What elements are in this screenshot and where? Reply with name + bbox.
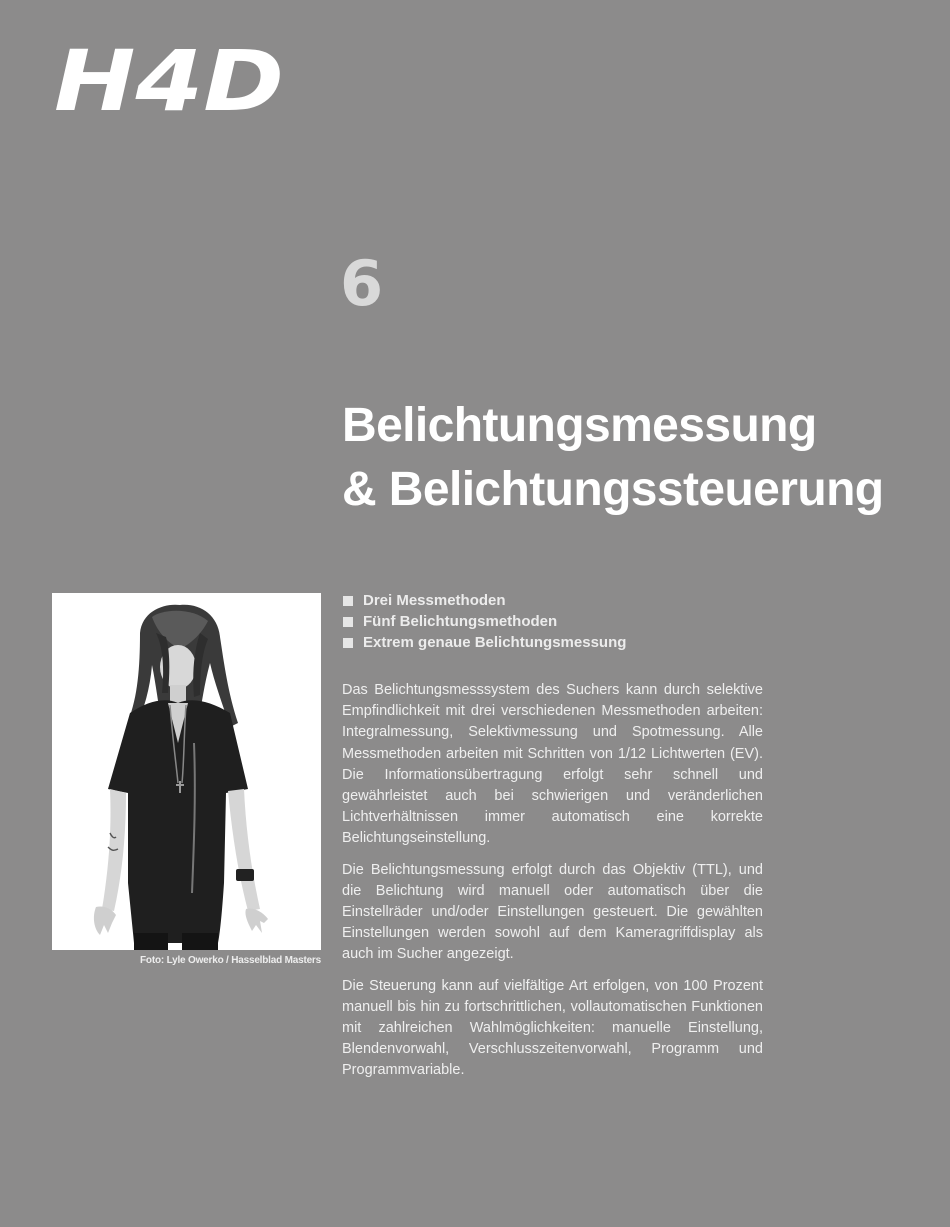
logo-text: H4D <box>54 40 284 116</box>
chapter-title-line-2: & Belichtungssteuerung <box>342 463 884 516</box>
square-bullet-icon <box>343 596 353 606</box>
chapter-title <box>342 394 932 522</box>
portrait-photo <box>52 593 321 950</box>
feature-label: Fünf Belichtungsmethoden <box>363 613 558 630</box>
body-paragraph: Die Steuerung kann auf vielfältige Art erfolgen, von 100 Prozent manuell bis hin zu fortschrittlichen, vollautomatischen Funktionen mit zahlreichen Wahlmöglichkeiten: manuelle Einstellung, Blendenvorwahl, Verschlusszeitenvorwahl, Programm und Programmvariable. <box>342 977 763 1079</box>
feature-item <box>343 611 626 632</box>
square-bullet-icon <box>343 638 353 648</box>
feature-item <box>343 632 626 653</box>
chapter-title-line-1: Belichtungsmessung <box>342 399 817 452</box>
h4d-logo <box>52 40 288 116</box>
body-paragraph: Die Belichtungsmessung erfolgt durch das Objektiv (TTL), und die Belichtung wird manuell oder automatisch über die Einstellräder und/oder Einstellungen gesteuert. Die gewählten Einstellungen werden sowohl auf dem Kameragriffdisplay als auch im Sucher angezeigt. <box>342 861 763 963</box>
photo-credit: Foto: Lyle Owerko / Hasselblad Masters <box>140 955 321 966</box>
feature-label: Extrem genaue Belichtungsmessung <box>363 634 627 651</box>
feature-label: Drei Messmethoden <box>363 592 506 609</box>
body-paragraph: Das Belichtungsmesssystem des Suchers kann durch selektive Empfindlichkeit mit drei verschiedenen Messmethoden arbeiten: Integralmessung, Selektivmessung und Spotmessung. Alle Messmethoden arbeiten mit Schritten von 1/12 Lichtwerten (EV). Die Informationsübertragung erfolgt sehr schnell und gewährleistet auch bei schwierigen und veränderlichen Lichtverhältnissen immer automatisch eine korrekte Belichtungseinstellung. <box>342 682 763 847</box>
chapter-number: 6 <box>340 247 384 320</box>
body-text <box>342 680 763 1092</box>
square-bullet-icon <box>343 617 353 627</box>
feature-item <box>343 590 626 611</box>
feature-list <box>343 590 626 653</box>
